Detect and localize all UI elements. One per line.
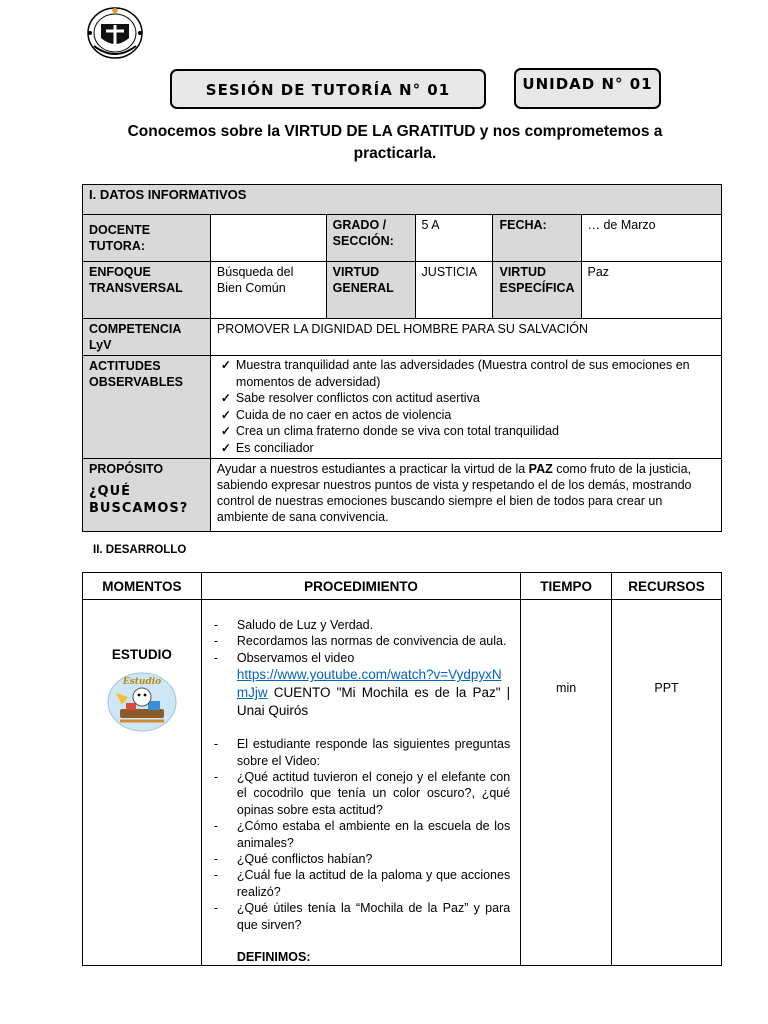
virtud-general-value: JUSTICIA xyxy=(415,262,493,319)
section-desarrollo-title: II. DESARROLLO xyxy=(93,544,187,556)
session-title: SESIÓN DE TUTORÍA N° 01 xyxy=(170,69,486,109)
competencia-value: PROMOVER LA DIGNIDAD DEL HOMBRE PARA SU SALVACIÓN xyxy=(210,319,721,356)
col-tiempo: TIEMPO xyxy=(521,573,612,600)
col-momentos: MOMENTOS xyxy=(83,573,202,600)
procedimiento-list-b xyxy=(212,736,510,933)
video-caption: CUENTO "Mi Mochila es de la Paz" | Unai Quirós xyxy=(236,685,511,719)
competencia-label: COMPETENCIA LyV xyxy=(83,319,211,356)
proposito-text: Ayudar a nuestros estudiantes a practicar la virtud de la PAZ como fruto de la justicia, sabiendo expresar nuestros puntos de vista y respetando el de los demás, mostrando control de nuestras emociones buscando siempre el bien de todos para crear un ambiente de sana convivencia. xyxy=(210,459,721,532)
procedimiento-item: - Saludo de Luz y Verdad. xyxy=(237,617,510,633)
enfoque-label: ENFOQUE TRANSVERSAL xyxy=(83,262,211,319)
estudio-illustration-icon xyxy=(106,671,178,733)
recursos-value: PPT xyxy=(612,600,722,966)
procedimiento-item: - Observamos el video https://www.youtube.com/watch?v=VydpyxNmJjw CUENTO "Mi Mochila es de la Paz" | Unai Quirós xyxy=(237,650,510,720)
actitud-item: ✓ Crea un clima fraterno donde se viva con total tranquilidad xyxy=(236,423,715,440)
datos-informativos-table xyxy=(82,184,722,532)
momento-estudio: ESTUDIO xyxy=(111,647,172,662)
fecha-value: … de Marzo xyxy=(581,215,722,262)
procedimiento-list-a xyxy=(212,617,510,720)
actitudes-list xyxy=(217,357,715,456)
virtud-especifica-value: Paz xyxy=(581,262,722,319)
unit-title: UNIDAD N° 01 xyxy=(514,68,661,109)
grado-value: 5 A xyxy=(415,215,493,262)
col-recursos: RECURSOS xyxy=(612,573,722,600)
procedimiento-item: - ¿Qué actitud tuvieron el conejo y el elefante con el cocodrilo que tenía un color oscuro?, ¿qué opinas sobre esta actitud? xyxy=(237,769,510,818)
estudio-badge-text: Estudio xyxy=(122,677,162,687)
virtud-especifica-label: VIRTUD ESPECÍFICA xyxy=(493,262,581,319)
fecha-label: FECHA: xyxy=(493,215,581,262)
definimos-label: DEFINIMOS: xyxy=(236,950,311,965)
school-crest-icon xyxy=(84,4,146,60)
procedimiento-item: - ¿Qué conflictos habían? xyxy=(237,851,510,867)
tiempo-value: min xyxy=(521,600,612,966)
actitud-item: ✓ Cuida de no caer en actos de violencia xyxy=(236,407,715,424)
col-procedimiento: PROCEDIMIENTO xyxy=(201,573,520,600)
proposito-label: PROPÓSITO xyxy=(89,462,164,476)
virtud-general-label: VIRTUD GENERAL xyxy=(326,262,415,319)
procedimiento-item: - Recordamos las normas de convivencia de aula. xyxy=(237,633,510,649)
procedimiento-item: - ¿Qué útiles tenía la “Mochila de la Paz” y para que sirven? xyxy=(237,900,510,933)
que-buscamos-label: ¿QUÉ BUSCAMOS? xyxy=(89,484,189,516)
page-title: Conocemos sobre la VIRTUD DE LA GRATITUD y nos comprometemos a practicarla. xyxy=(127,123,663,162)
procedimiento-item: - ¿Cómo estaba el ambiente en la escuela de los animales? xyxy=(237,818,510,851)
video-link[interactable]: https://www.youtube.com/watch?v=VydpyxNmJjw xyxy=(236,667,502,701)
docente-label: DOCENTE TUTORA: xyxy=(83,215,211,262)
actitud-item: ✓ Sabe resolver conflictos con actitud asertiva xyxy=(236,390,715,407)
enfoque-value: Búsqueda del Bien Común xyxy=(210,262,326,319)
actitud-item: ✓ Es conciliador xyxy=(236,440,715,457)
procedimiento-item: - El estudiante responde las siguientes preguntas sobre el Video: xyxy=(237,736,510,769)
actitud-item: ✓ Muestra tranquilidad ante las adversidades (Muestra control de sus emociones en momentos de adversidad) xyxy=(236,357,715,390)
actitudes-label: ACTITUDES OBSERVABLES xyxy=(83,356,211,459)
section-datos-title: I. DATOS INFORMATIVOS xyxy=(83,185,722,215)
desarrollo-table xyxy=(82,572,722,966)
grado-label: GRADO / SECCIÓN: xyxy=(326,215,415,262)
docente-value xyxy=(210,215,326,262)
procedimiento-item: - ¿Cuál fue la actitud de la paloma y que acciones realizó? xyxy=(237,867,510,900)
